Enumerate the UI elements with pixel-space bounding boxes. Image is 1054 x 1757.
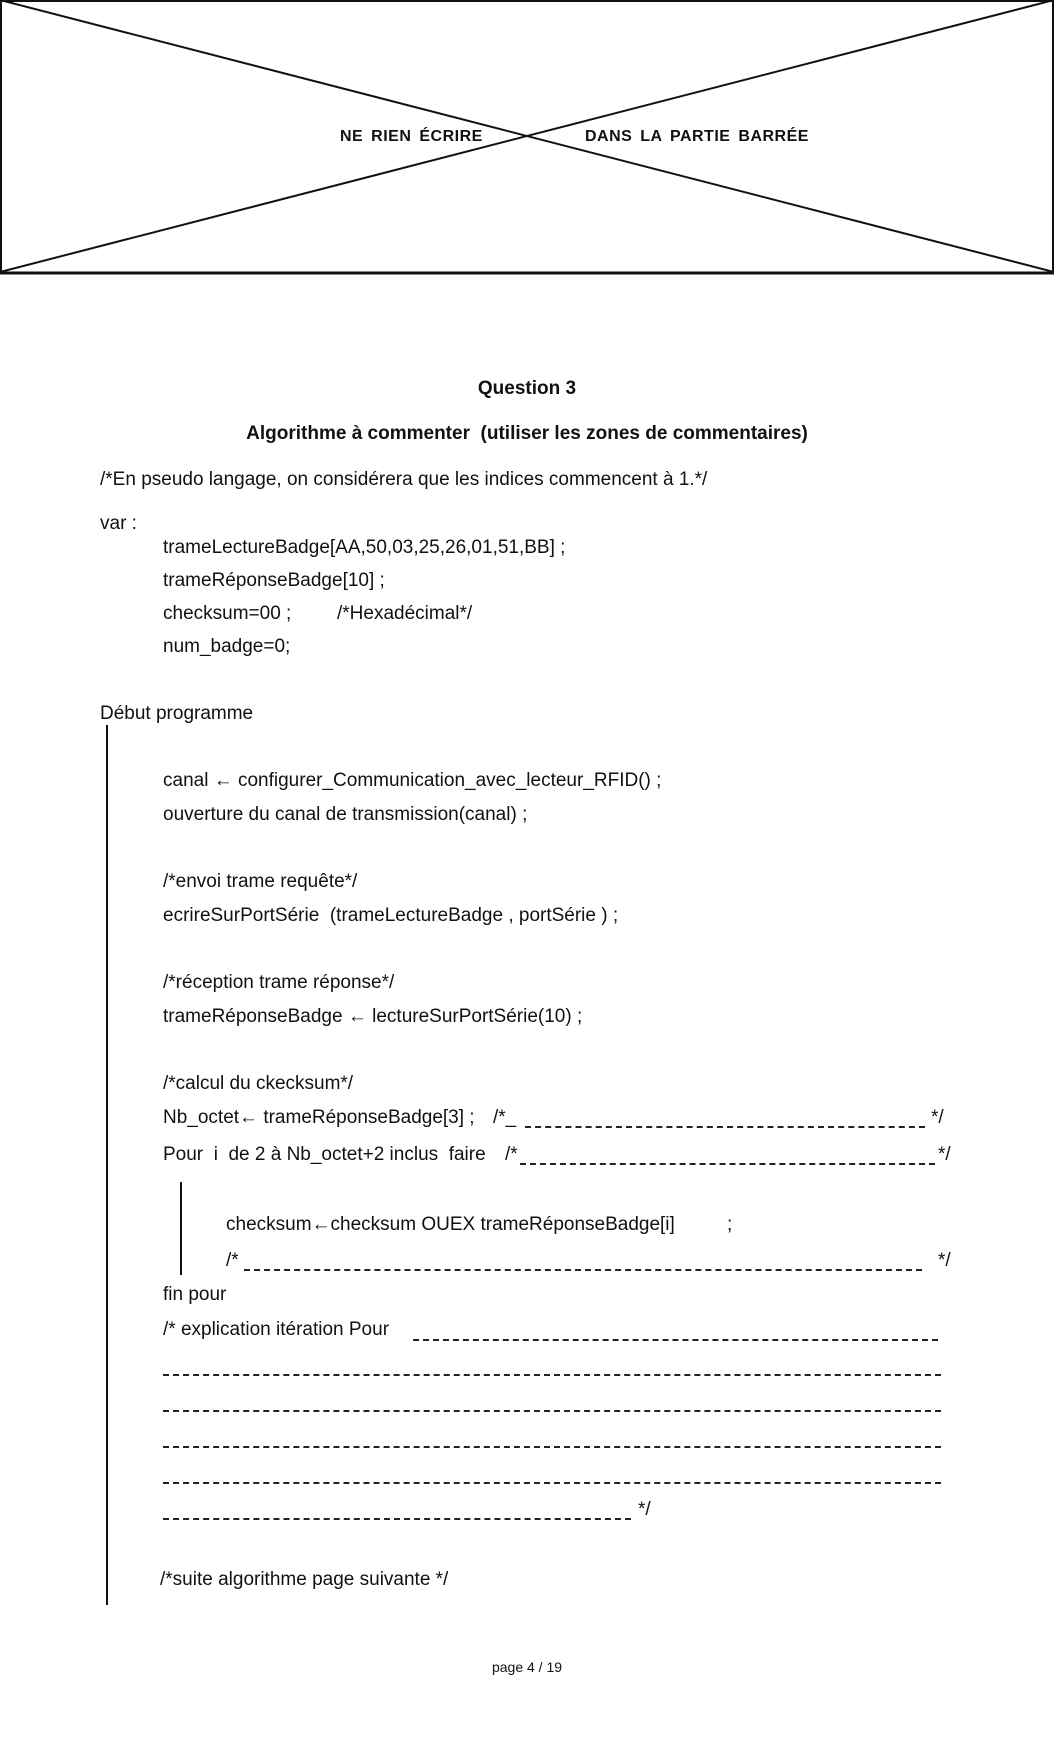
- crossed-header-zone: [0, 0, 1054, 290]
- program-block-bar: [106, 725, 108, 1605]
- header-left-text: NE RIEN ÉCRIRE: [340, 128, 483, 145]
- open-channel-line: ouverture du canal de transmission(canal) ;: [163, 804, 528, 825]
- question-title: Question 3: [477, 378, 577, 399]
- suite-comment: /*suite algorithme page suivante */: [160, 1569, 449, 1590]
- program-start-label: Début programme: [100, 703, 254, 724]
- var-line-trame-reponse: trameRéponseBadge[10] ;: [163, 570, 385, 591]
- send-comment: /*envoi trame requête*/: [163, 871, 358, 892]
- nb-octet-comment-open: /*_: [493, 1107, 517, 1128]
- explication-label: /* explication itération Pour: [163, 1319, 390, 1340]
- var-line-trame-lecture: trameLectureBadge[AA,50,03,25,26,01,51,BB] ;: [163, 537, 566, 558]
- nb-octet-comment-close: */: [931, 1107, 944, 1128]
- var-line-num-badge: num_badge=0;: [163, 636, 291, 657]
- loop-body-semicolon: ;: [727, 1214, 733, 1235]
- loop-answer-blank[interactable]: [244, 1269, 922, 1271]
- pour-comment-open: /*: [505, 1144, 518, 1165]
- nb-octet-line: Nb_octet← trameRéponseBadge[3] ;: [163, 1107, 475, 1128]
- var-label: var :: [100, 513, 137, 534]
- loop-block-bar: [180, 1182, 182, 1275]
- pour-line: Pour i de 2 à Nb_octet+2 inclus faire: [163, 1144, 486, 1165]
- explication-blank-line-4[interactable]: [163, 1446, 941, 1448]
- pour-comment-close: */: [938, 1144, 951, 1165]
- loop-comment-close: */: [938, 1250, 951, 1271]
- page-number: page 4 / 19: [491, 1659, 563, 1675]
- nb-octet-answer-blank[interactable]: [525, 1126, 925, 1128]
- receive-comment: /*réception trame réponse*/: [163, 972, 395, 993]
- intro-comment: /*En pseudo langage, on considérera que les indices commencent à 1.*/: [100, 469, 708, 490]
- explication-blank-line-3[interactable]: [163, 1410, 941, 1412]
- explication-blank-line-5[interactable]: [163, 1482, 941, 1484]
- question-subtitle: Algorithme à commenter (utiliser les zones de commentaires): [246, 423, 808, 444]
- receive-line: trameRéponseBadge ← lectureSurPortSérie(10) ;: [163, 1006, 583, 1027]
- loop-body-line: checksum←checksum OUEX trameRéponseBadge[i]: [226, 1214, 675, 1235]
- canal-line: canal ← configurer_Communication_avec_lecteur_RFID() ;: [163, 770, 662, 791]
- var-line-checksum: checksum=00 ;: [163, 603, 292, 624]
- explication-blank-line-1[interactable]: [413, 1339, 938, 1341]
- header-right-text: DANS LA PARTIE BARRÉE: [585, 128, 809, 145]
- explication-blank-line-2[interactable]: [163, 1374, 941, 1376]
- explication-close: */: [638, 1499, 651, 1520]
- explication-blank-line-6[interactable]: [163, 1518, 631, 1520]
- checksum-comment: /*calcul du ckecksum*/: [163, 1073, 354, 1094]
- fin-pour-line: fin pour: [163, 1284, 227, 1305]
- loop-comment-open: /*: [226, 1250, 239, 1271]
- var-checksum-comment: /*Hexadécimal*/: [337, 603, 473, 624]
- send-line: ecrireSurPortSérie (trameLectureBadge , portSérie ) ;: [163, 905, 619, 926]
- pour-answer-blank[interactable]: [520, 1163, 935, 1165]
